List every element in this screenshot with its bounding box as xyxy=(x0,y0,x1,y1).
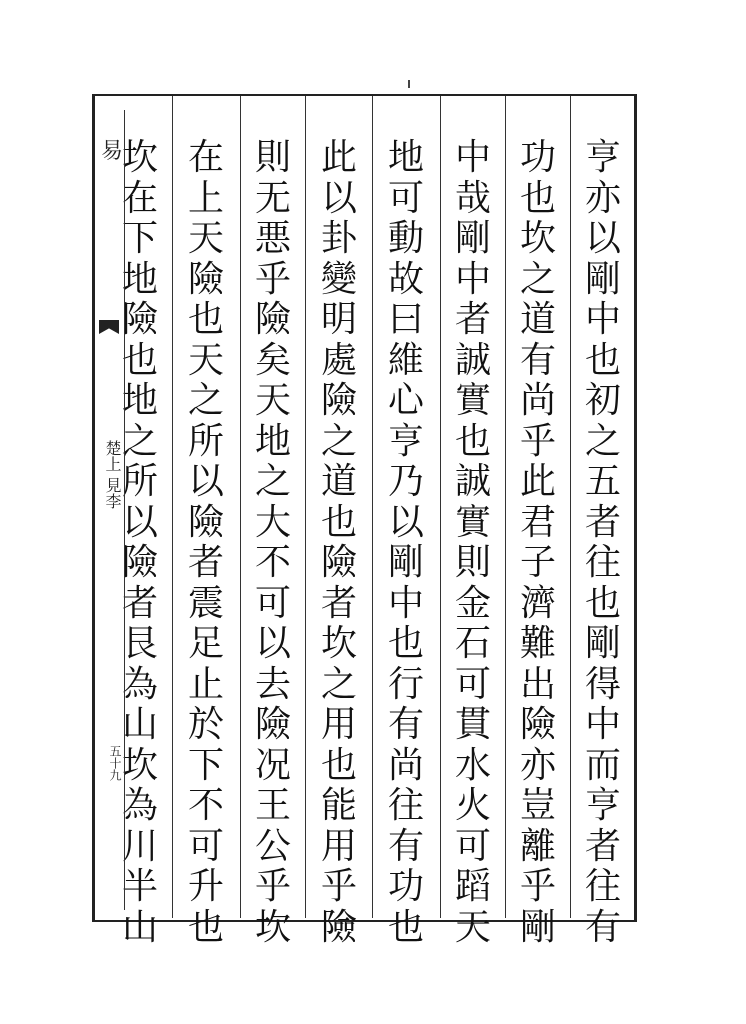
glyph: 天 xyxy=(187,339,224,381)
glyph: 以 xyxy=(187,461,224,502)
column-separator xyxy=(570,96,571,918)
glyph: 者 xyxy=(121,582,158,624)
glyph: 王 xyxy=(254,785,291,826)
glyph: 出 xyxy=(519,663,556,705)
glyph: 誠 xyxy=(454,461,491,502)
glyph: 為 xyxy=(121,785,158,826)
glyph: 子 xyxy=(519,542,556,583)
glyph: 而 xyxy=(584,744,621,786)
glyph: 變 xyxy=(320,258,357,300)
glyph: 之 xyxy=(320,420,357,462)
glyph: 也 xyxy=(187,299,224,340)
glyph: 剛 xyxy=(454,218,491,259)
glyph: 公 xyxy=(254,825,291,867)
glyph: 坎 xyxy=(519,218,556,259)
glyph: 在 xyxy=(187,137,224,178)
page-frame-top xyxy=(92,94,636,96)
glyph: 故 xyxy=(387,258,424,300)
glyph: 可 xyxy=(254,582,291,624)
glyph: 上 xyxy=(187,177,224,219)
glyph: 也 xyxy=(187,906,224,948)
glyph: 之 xyxy=(187,380,224,421)
glyph: 天 xyxy=(254,380,291,421)
glyph: 難 xyxy=(519,623,556,664)
glyph: 維 xyxy=(387,339,424,381)
glyph: 坎 xyxy=(121,744,158,786)
glyph: 得 xyxy=(584,663,621,705)
glyph: 有 xyxy=(387,704,424,745)
glyph: 往 xyxy=(387,785,424,826)
glyph: 震 xyxy=(187,582,224,624)
margin-subtitle: 楚上 見李 xyxy=(103,440,122,510)
glyph: 此 xyxy=(320,137,357,178)
glyph: 亦 xyxy=(519,744,556,786)
glyph: 則 xyxy=(254,137,291,178)
glyph: 往 xyxy=(584,866,621,907)
glyph: 濟 xyxy=(519,582,556,624)
glyph: 中 xyxy=(454,258,491,300)
glyph: 亦 xyxy=(584,177,621,219)
glyph: 尚 xyxy=(387,744,424,786)
text-column-6 xyxy=(243,138,303,948)
glyph: 以 xyxy=(584,218,621,259)
glyph: 大 xyxy=(254,501,291,543)
page-frame-left xyxy=(92,94,95,922)
glyph: 下 xyxy=(187,744,224,786)
glyph: 尚 xyxy=(519,380,556,421)
glyph: 中 xyxy=(584,299,621,340)
glyph: 用 xyxy=(320,825,357,867)
glyph: 亨 xyxy=(584,785,621,826)
glyph: 貫 xyxy=(454,704,491,745)
glyph: 矣 xyxy=(254,339,291,381)
glyph: 也 xyxy=(584,339,621,381)
glyph: 用 xyxy=(320,704,357,745)
glyph: 以 xyxy=(387,501,424,543)
glyph: 也 xyxy=(320,744,357,786)
glyph: 中 xyxy=(454,137,491,178)
margin-title: 易 xyxy=(101,139,124,164)
column-separator xyxy=(240,96,241,918)
glyph: 山 xyxy=(121,906,158,948)
column-separator xyxy=(440,96,441,918)
glyph: 者 xyxy=(320,582,357,624)
glyph: 此 xyxy=(519,461,556,502)
glyph: 處 xyxy=(320,339,357,381)
glyph: 可 xyxy=(454,825,491,867)
glyph: 能 xyxy=(320,785,357,826)
glyph: 所 xyxy=(187,420,224,462)
glyph: 不 xyxy=(187,785,224,826)
glyph: 不 xyxy=(254,542,291,583)
glyph: 去 xyxy=(254,663,291,705)
glyph: 坎 xyxy=(121,137,158,178)
glyph: 升 xyxy=(187,866,224,907)
glyph: 往 xyxy=(584,542,621,583)
glyph: 於 xyxy=(187,704,224,745)
glyph: 者 xyxy=(187,542,224,583)
glyph: 天 xyxy=(187,218,224,259)
glyph: 豈 xyxy=(519,785,556,826)
glyph: 可 xyxy=(387,177,424,219)
glyph: 離 xyxy=(519,825,556,867)
glyph: 坎 xyxy=(254,906,291,948)
glyph: 哉 xyxy=(454,177,491,219)
glyph: 之 xyxy=(519,258,556,300)
glyph: 亨 xyxy=(387,420,424,462)
page-number: 五十九 xyxy=(108,745,122,781)
glyph: 乎 xyxy=(254,258,291,300)
glyph: 道 xyxy=(519,299,556,340)
glyph: 可 xyxy=(454,663,491,705)
glyph: 之 xyxy=(584,420,621,462)
glyph: 險 xyxy=(121,299,158,340)
column-separator xyxy=(372,96,373,918)
glyph: 剛 xyxy=(387,542,424,583)
glyph: 艮 xyxy=(121,623,158,664)
glyph: 乎 xyxy=(519,866,556,907)
glyph: 可 xyxy=(187,825,224,867)
glyph: 曰 xyxy=(387,299,424,340)
column-separator xyxy=(505,96,506,918)
glyph: 以 xyxy=(320,177,357,219)
glyph: 地 xyxy=(387,137,424,178)
glyph: 卦 xyxy=(320,218,357,259)
text-column-7 xyxy=(176,138,236,948)
glyph: 也 xyxy=(121,339,158,381)
column-separator xyxy=(172,96,173,918)
glyph: 蹈 xyxy=(454,866,491,907)
glyph: 川 xyxy=(121,825,158,867)
page-frame-right xyxy=(634,94,637,922)
block-heart-margin xyxy=(96,110,125,910)
text-column-2 xyxy=(508,138,568,948)
glyph: 山 xyxy=(121,704,158,745)
glyph: 者 xyxy=(584,825,621,867)
glyph: 明 xyxy=(320,299,357,340)
glyph: 也 xyxy=(454,420,491,462)
glyph: 半 xyxy=(121,866,158,907)
glyph: 也 xyxy=(519,177,556,219)
glyph: 也 xyxy=(387,906,424,948)
top-dot xyxy=(408,80,410,88)
glyph: 在 xyxy=(121,177,158,219)
glyph: 險 xyxy=(121,542,158,583)
glyph: 之 xyxy=(121,420,158,462)
glyph: 險 xyxy=(320,542,357,583)
glyph: 乃 xyxy=(387,461,424,502)
glyph: 險 xyxy=(254,704,291,745)
text-column-3 xyxy=(443,138,503,948)
glyph: 者 xyxy=(454,299,491,340)
glyph: 行 xyxy=(387,663,424,705)
glyph: 所 xyxy=(121,461,158,502)
glyph: 動 xyxy=(387,218,424,259)
glyph: 誠 xyxy=(454,339,491,381)
glyph: 下 xyxy=(121,218,158,259)
glyph: 火 xyxy=(454,785,491,826)
glyph: 險 xyxy=(320,906,357,948)
glyph: 足 xyxy=(187,623,224,664)
column-separator xyxy=(305,96,306,918)
glyph: 之 xyxy=(254,461,291,502)
glyph: 水 xyxy=(454,744,491,786)
glyph: 悪 xyxy=(254,218,291,259)
glyph: 五 xyxy=(584,461,621,502)
glyph: 有 xyxy=(584,906,621,948)
glyph: 險 xyxy=(519,704,556,745)
glyph: 剛 xyxy=(584,623,621,664)
glyph: 初 xyxy=(584,380,621,421)
glyph: 中 xyxy=(387,582,424,624)
glyph: 地 xyxy=(121,380,158,421)
text-column-5 xyxy=(309,138,369,948)
glyph: 有 xyxy=(387,825,424,867)
glyph: 險 xyxy=(187,501,224,543)
glyph: 金 xyxy=(454,582,491,624)
glyph: 功 xyxy=(387,866,424,907)
glyph: 剛 xyxy=(584,258,621,300)
glyph: 道 xyxy=(320,461,357,502)
glyph: 止 xyxy=(187,663,224,705)
glyph: 者 xyxy=(584,501,621,543)
glyph: 實 xyxy=(454,501,491,543)
glyph: 也 xyxy=(584,582,621,624)
glyph: 心 xyxy=(387,380,424,421)
glyph: 有 xyxy=(519,339,556,381)
glyph: 君 xyxy=(519,501,556,543)
glyph: 中 xyxy=(584,704,621,745)
glyph: 坎 xyxy=(320,623,357,664)
glyph: 乎 xyxy=(254,866,291,907)
glyph: 也 xyxy=(320,501,357,543)
glyph: 无 xyxy=(254,177,291,219)
text-column-1 xyxy=(573,138,633,948)
glyph: 之 xyxy=(320,663,357,705)
glyph: 險 xyxy=(254,299,291,340)
glyph: 則 xyxy=(454,542,491,583)
glyph: 况 xyxy=(254,744,291,786)
text-column-4 xyxy=(376,138,436,948)
glyph: 也 xyxy=(387,623,424,664)
glyph: 險 xyxy=(320,380,357,421)
glyph: 乎 xyxy=(519,420,556,462)
glyph: 地 xyxy=(121,258,158,300)
glyph: 為 xyxy=(121,663,158,705)
glyph: 天 xyxy=(454,906,491,948)
glyph: 實 xyxy=(454,380,491,421)
glyph: 剛 xyxy=(519,906,556,948)
glyph: 險 xyxy=(187,258,224,300)
glyph: 以 xyxy=(121,501,158,543)
glyph: 乎 xyxy=(320,866,357,907)
glyph: 亨 xyxy=(584,137,621,178)
glyph: 地 xyxy=(254,420,291,462)
glyph: 以 xyxy=(254,623,291,664)
glyph: 石 xyxy=(454,623,491,664)
glyph: 功 xyxy=(519,137,556,178)
